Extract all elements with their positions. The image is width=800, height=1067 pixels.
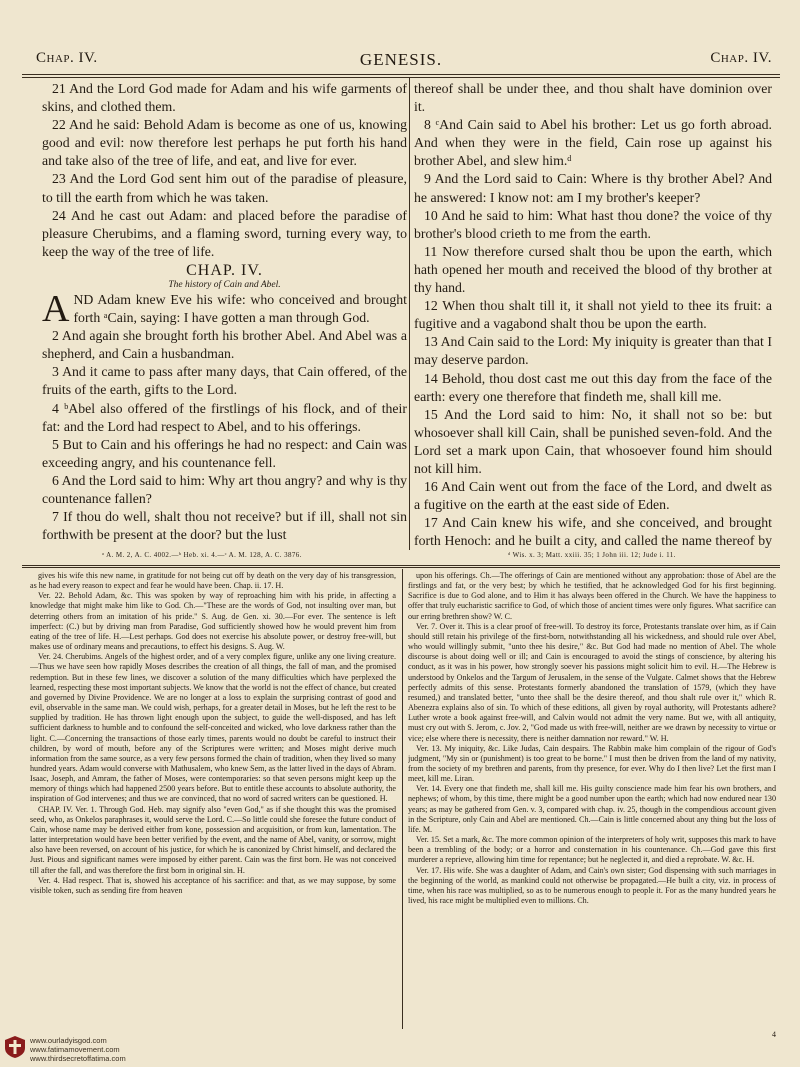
column-divider	[409, 78, 410, 550]
verse: 16 And Cain went out from the face of the Lord, and dwelt as a fugitive on the earth at the east side of Eden.	[414, 479, 772, 513]
cross-seal-icon	[4, 1035, 26, 1059]
chapter-heading: CHAP. IV.	[186, 261, 263, 279]
commentary-rule-2	[22, 567, 780, 568]
commentary-paragraph: Ver. 7. Over it. This is a clear proof of free-will. To destroy its force, Protestants translate over him, as if Cain should still retain his privilege of the first-born, notwithstanding all his wickedness, and should rule over Abel, who would willingly submit, "unto thee his desire," &c. But God had made no mention of Abel. The whole discourse is about doing well or ill; and Cain is encouraged to avoid the stings of conscience, by altering his conduct, as it was in his power, how strongly soever his passions might solicit him to evil. H.—The Hebrew is understood by Onkelos and the Targum of Jerusalem, in the sense of the Vulgate. Calmet shows that the Hebrew perfectly admits of this sense. Protestants formerly abandoned the translation of 1579, (which they have resumed,) and translated better, "unto thee shall be the desire thereof, and thou shalt rule over it," which R. Abenezra explains also of sin. To which of these editions, all given by royal authority, will Protestants adhere? Luther wrote a book against free-will, and Calvin would not admit the very name. But we, with all antiquity, must cry out with S. Jerom, c. Jov. 2, "God made us with free-will, neither are we drawn by necessity to virtue or vice; else where there is necessity, there is neither damnation nor reward." W. H.	[408, 621, 776, 743]
verse-column-left	[42, 80, 407, 548]
chapter-summary: The history of Cain and Abel.	[168, 279, 281, 290]
verse: thereof shall be under thee, and thou shalt have dominion over it.	[414, 81, 772, 115]
bible-page	[22, 38, 780, 1043]
verse: 7 If thou do well, shalt thou not receive? but if ill, shall not sin forthwith be present at the door? but the lust	[42, 509, 407, 543]
commentary-paragraph: Ver. 24. Cherubims. Angels of the highest order, and of a very complex figure, unlike any one living creature.—Thus we have seen how rapidly Moses describes the creation of all things, the fall of man, and the promised redemption. But in these few lines, we discover a solution of the many difficulties which have perplexed the learned, respecting these most important subjects. We know that the world is not the effect of chance, but created and governed by Divine Providence. We are no longer at a loss to explain the surprising contrast of good and evil, observable in the same man. We could wish, perhaps, for a greater detail in Moses, but he left the rest to be supplied by tradition. He has thrown light enough upon the subject, to guide the well-disposed, and has left sufficient darkness to humble and to confound the self-conceited and wicked, who love darkness rather than the light. C.—Concerning the transactions of those early times, parents would no doubt be careful to instruct their children, by word of mouth, before any of the Scriptures were written; and Moses might derive much information from the same source, as a very few persons formed the chain of tradition, when they lived so many hundred years. Adam would converse with Mathusalem, who knew Sem, as the latter lived in the days of Abram. Isaac, Joseph, and Amram, the father of Moses, were contemporaries: so that seven persons might keep up the memory of things which had happened 2500 years before. But to entitle these accounts to absolute authority, the inspiration of God intervenes; and thus we are convinced, that no word of sacred writers can be questioned. H.	[30, 652, 396, 804]
verse: 3 And it came to pass after many days, that Cain offered, of the fruits of the earth, gifts to the Lord.	[42, 364, 407, 398]
commentary-paragraph: Ver. 13. My iniquity, &c. Like Judas, Cain despairs. The Rabbin make him complain of the rigour of God's judgment, "My sin or (punishment) is too great to be borne." I must then be driven from the land of my nativity, from the society of my brethren and parents, from thy presence, for ever. Why do I then live? Let the first man I meet, kill me. Liran.	[408, 743, 776, 784]
verse: 5 But to Cain and his offerings he had no respect: and Cain was exceeding angry, and his countenance fell.	[42, 436, 407, 470]
verse: 11 Now therefore cursed shalt thou be upon the earth, which hath opened her mouth and received the blood of thy brother at thy hand.	[414, 243, 772, 296]
verse: 14 Behold, thou dost cast me out this day from the face of the earth: every one therefore that findeth me, shall kill me.	[414, 370, 772, 404]
header-rule-2	[22, 77, 780, 78]
commentary-right	[408, 571, 776, 1027]
commentary-paragraph: Ver. 15. Set a mark, &c. The more common opinion of the interpreters of holy writ, supposes this mark to have been a trembling of the body; or a horror and consternation in his countenance. Ch.—God gave this first murderer a reprieve, allowing him time for repentance; but he neglected it, and died a reprobate. W. &c. H.	[408, 835, 776, 865]
footnote-left: ᵃ A. M. 2, A. C. 4002.—ᵇ Heb. xi. 4.—ᶜ A. M. 128, A. C. 3876.	[102, 551, 302, 559]
commentary-divider	[402, 569, 403, 1029]
verse: 2 And again she brought forth his brother Abel. And Abel was a shepherd, and Cain a husbandman.	[42, 328, 407, 362]
commentary-paragraph: Ver. 22. Behold Adam, &c. This was spoken by way of reproaching him with his pride, in affecting a knowledge that might make him like to God. Ch.—"These are the words of God, not insulting over man, but deterring others from an imitation of his pride." S. Aug. de Gen. xi. 30.—For ever. The sentence is left imperfect: (C.) but by driving man from Paradise, God sufficiently showed how he would prevent him from eating of the tree of life. H.—Lest perhaps. God does not exercise his absolute power, or destroy free-will, but makes use of ordinary means and precautions, to effect his designs. S. Aug. W.	[30, 591, 396, 652]
verse: 21 And the Lord God made for Adam and his wife garments of skins, and clothed them.	[42, 81, 407, 115]
verse: 22 And he said: Behold Adam is become as one of us, knowing good and evil: now therefore lest perhaps he put forth his hand and take also of the tree of life, and eat, and live for ever.	[42, 117, 407, 169]
url-link[interactable]: www.thirdsecretoffatima.com	[30, 1054, 126, 1063]
commentary-paragraph: Ver. 4. Had respect. That is, showed his acceptance of his sacrifice: and that, as we may suppose, by some visible token, such as sending fire from heaven	[30, 875, 396, 895]
header-title: GENESIS.	[359, 50, 443, 69]
footnotes	[22, 551, 780, 563]
watermark-urls	[30, 1036, 126, 1063]
verse: 12 When thou shalt till it, it shall not yield to thee its fruit: a fugitive and a vagabond shalt thou be upon the earth.	[414, 298, 772, 332]
running-header	[22, 50, 780, 72]
header-rule	[22, 74, 780, 75]
verse: 24 And he cast out Adam: and placed before the paradise of pleasure Cherubims, and a flaming sword, turning every way, to keep the way of the tree of life.	[42, 207, 407, 259]
url-link[interactable]: www.fatimamovement.com	[30, 1045, 120, 1054]
verse: 13 And Cain said to the Lord: My iniquity is greater than that I may deserve pardon.	[414, 334, 772, 368]
commentary-paragraph: Ver. 14. Every one that findeth me, shall kill me. His guilty conscience made him fear his own brothers, and nephews; of whom, by this time, there might be a good number upon the earth; which had now endured near 130 years; as may be gathered from Gen. v. 3, compared with chap. iv. 25, though in the compendious account given in the Scripture, only Cain and Abel are mentioned. Ch.—Cain is little concerned about any thing but the loss of life. M.	[408, 784, 776, 834]
commentary-paragraph: gives his wife this new name, in gratitude for not being cut off by death on the very day of his transgression, as he had every reason to expect and fear he would have been. Chap. ii. 17. H.	[30, 571, 396, 591]
verse-1-text: ND Adam knew Eve his wife: who conceived and brought forth ᵃCain, saying: I have gotten a man through God.	[73, 291, 407, 326]
verse: 8 ᶜAnd Cain said to Abel his brother: Let us go forth abroad. And when they were in the field, Cain rose up against his brother Abel, and slew him.ᵈ	[414, 117, 772, 169]
page-mark: 4	[772, 1030, 776, 1039]
verse: 6 And the Lord said to him: Why art thou angry? and why is thy countenance fallen?	[42, 472, 407, 506]
verse: 9 And the Lord said to Cain: Where is thy brother Abel? And he answered: I know not: am I my brother's keeper?	[414, 171, 772, 205]
commentary-left	[30, 571, 396, 1027]
verse: 17 And Cain knew his wife, and she conceived, and brought forth Henoch: and he built a city, and called the name thereof by	[414, 515, 772, 548]
verse-column-right	[414, 80, 772, 548]
verse-1	[42, 287, 407, 330]
header-left: Chap. IV.	[36, 50, 98, 66]
verse: 4 ᵇAbel also offered of the firstlings of his flock, and of their fat: and the Lord had respect to Abel, and to his offerings.	[42, 400, 407, 434]
commentary-paragraph: upon his offerings. Ch.—The offerings of Cain are mentioned without any approbation: those of Abel are the firstlings and fat, or the very best; by which he testified, that he acknowledged God for his first beginning. Sacrifice is due to God alone, and to Him it has always been offered in the Church. We have the happiness to offer that truly eucharistic sacrifice to God, of which those of ancient times were only figures. What sacrifice can our erring brethren show? W. C.	[408, 571, 776, 621]
verse: 23 And the Lord God sent him out of the paradise of pleasure, to till the earth from which he was taken.	[42, 171, 407, 205]
commentary-rule	[22, 565, 780, 566]
verse: 15 And the Lord said to him: No, it shall not so be: but whosoever shall kill Cain, shall be punished seven-fold. And the Lord set a mark upon Cain, that whosoever found him should not kill him.	[414, 406, 772, 476]
commentary-paragraph: CHAP. IV. Ver. 1. Through God. Heb. may signify also "even God," as if she thought this was the promised seed, who, as Onkelos paraphrases it, would serve the Lord. C.—So little could she foresee the future conduct of Cain, whose name may be derived either from kone, possession and acquisition, or from kun, lamentation. The latter interpretation would have been better verified by the event, and the name of Abel, vanity, or sorrow, might also have been reversed, on account of his justice, for which he is canonized by Christ himself, and declared the Just. Pious and significant names were imposed by either parent. Cain was the first born. He was not conceived till after the fall, and was therefore the first born in original sin. H.	[30, 804, 396, 875]
url-link[interactable]: www.ourladyisgod.com	[30, 1036, 107, 1045]
drop-cap: A	[42, 287, 70, 330]
header-right: Chap. IV.	[710, 50, 772, 66]
commentary-paragraph: Ver. 17. His wife. She was a daughter of Adam, and Cain's own sister; God dispensing with such marriages in the beginning of the world, as mankind could not otherwise be propagated.—He built a city, viz. in process of time, when his race was multiplied, so as to be numerous enough to people it. For as the many hundred years he lived, his race might be multiplied even to millions. Ch.	[408, 865, 776, 905]
verse: 10 And he said to him: What hast thou done? the voice of thy brother's blood crieth to me from the earth.	[414, 207, 772, 241]
footnote-right: ᵈ Wis. x. 3; Matt. xxiii. 35; 1 John iii. 12; Jude i. 11.	[508, 551, 676, 559]
